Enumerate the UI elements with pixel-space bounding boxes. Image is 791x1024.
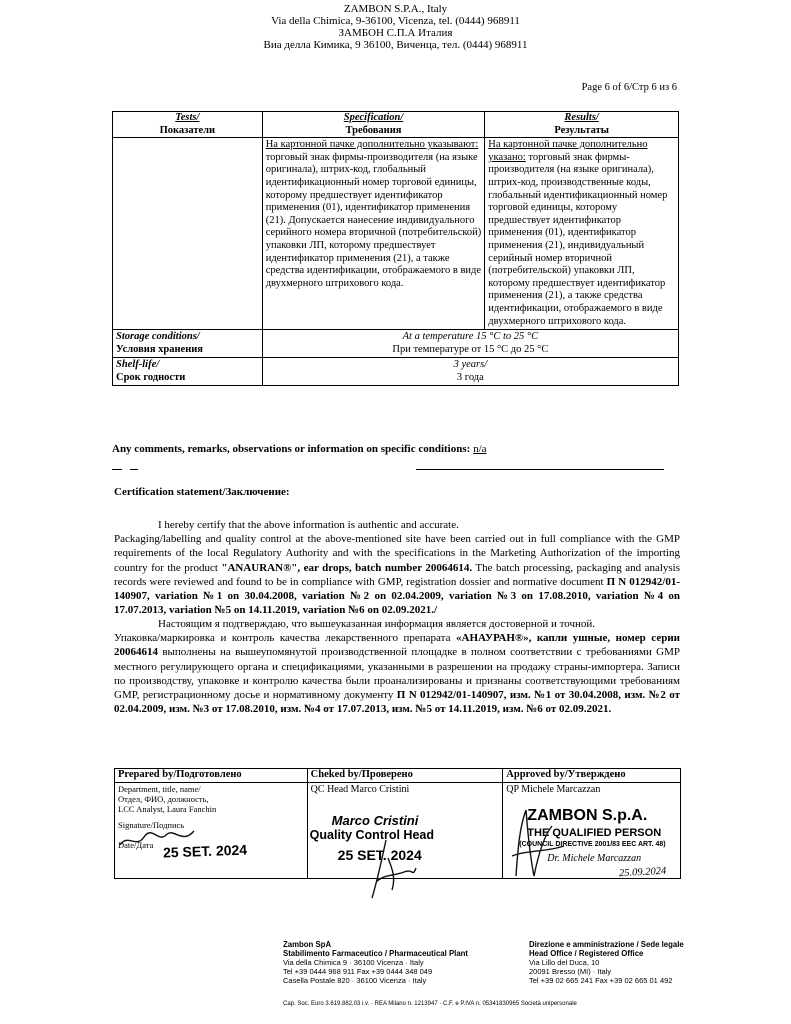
comments-value: n/a xyxy=(473,443,487,455)
comments-line xyxy=(112,443,487,455)
storage-label: Storage conditions/ xyxy=(116,331,200,343)
checked-signature xyxy=(358,838,418,900)
footer-left-2: Stabilimento Farmaceutico / Pharmaceutical Plant xyxy=(283,949,469,958)
approved-signature xyxy=(508,806,568,882)
divider xyxy=(416,469,664,470)
approved-stamp-person: Dr. Michele Marcazzan xyxy=(547,853,642,864)
packaging-row xyxy=(113,138,679,330)
checked-by-name: QC Head Marco Cristini xyxy=(310,784,410,795)
footer-right xyxy=(529,940,684,985)
footer-right-5: Tel +39 02 665 241 Fax +39 02 665 01 492 xyxy=(529,976,673,985)
header-line-3: ЗАМБОН С.П.А Италия xyxy=(338,27,453,39)
shelf-life-value-ru: 3 года xyxy=(456,371,484,383)
checked-stamp-name: Marco Cristini xyxy=(331,813,419,828)
packaging-spec-cell: На картонной пачке дополнительно указывают: торговый знак фирмы-производителя (на языке оригинала), штрих-код, глобальный идентификационный номер торговой единицы, которому предшествует идентификатор применения (01), идентификатор применения (21). Допускается нанесение индивидуального серийного номера вторичной (потребительской) упаковки ЛП, которому предшествует идентификатор применения (21), а также средства идентификации, отображаемого в виде двухмерного штрихового кода. xyxy=(262,138,485,330)
shelf-life-label-ru: Срок годности xyxy=(116,371,186,383)
page-number: Page 6 of 6/Стр 6 из 6 xyxy=(581,82,677,93)
approved-stamp-directive: (COUNCIL DIRECTIVE 2001/83 EEC ART. 48) xyxy=(519,841,666,848)
cert-ru-p2: Упаковка/маркировка и контроль качества лекарственного препарата «АНАУРАН®», капли ушные, номер серии 20064614 выполнены на вышеупомянутой производственной площадке в полном соответствии с требованиями GMP местного регулирующего органа и спецификациями, указанными в разрешении на продажу страны-импортера. Записи по производству, упаковке и контролю качества были проанализированы и признаны соответствующими требованиям GMP, регистрационному досье и нормативному документу П N 012942/01-140907, изм. №1 от 30.04.2008, изм. №2 от 02.04.2009, изм. №3 от 17.08.2010, изм. №4 от 17.07.2013, изм. №5 от 14.11.2019, изм. №6 от 02.09.2021. xyxy=(114,632,680,716)
shelf-life-row xyxy=(113,358,679,386)
footer-left-3: Via della Chimica 9 · 36100 Vicenza · Italy xyxy=(283,958,424,967)
footer-bottom: Cap. Soc. Euro 3.619.882,03 i.v. · REA Milano n. 1213947 · C.F. e P.IVA n. 05341830965 Società unipersonale xyxy=(283,1001,577,1007)
approved-date-handwritten: 25.09.2024 xyxy=(619,865,667,880)
checked-by-header: Cheked by/Проверено xyxy=(307,769,503,783)
col-spec-header: Specification/ Требования xyxy=(262,112,485,138)
prepared-signature-label: Signature/Подпись xyxy=(118,820,185,830)
col-results-header: Results/ Результаты xyxy=(485,112,679,138)
cert-en-p1: I hereby certify that the above information is authentic and accurate. xyxy=(158,519,459,531)
header-line-4: Виа делла Кимика, 9 36100, Виченца, тел. (0444) 968911 xyxy=(263,39,528,51)
packaging-test-cell xyxy=(113,138,263,330)
prepared-by-header: Prepared by/Подготовлено xyxy=(115,769,308,783)
cert-ru-p1: Настоящим я подтверждаю, что вышеуказанная информация является достоверной и точной. xyxy=(158,618,596,630)
checked-stamp-title: Quality Control Head xyxy=(309,828,434,842)
approved-stamp-company: ZAMBON S.p.A. xyxy=(527,807,648,824)
header-line-2: Via della Chimica, 9-36100, Vicenza, tel. (0444) 968911 xyxy=(271,15,520,27)
certification-russian xyxy=(114,617,680,716)
certification-english xyxy=(114,518,680,617)
prepared-date-stamp: 25 SET. 2024 xyxy=(162,841,248,861)
footer-right-1: Direzione e amministrazione / Sede legale xyxy=(529,940,684,949)
prepared-info-3: LCC Analyst, Laura Fanchin xyxy=(118,804,217,814)
footer-right-4: 20091 Bresso (MI) · Italy xyxy=(529,967,612,976)
cert-en-p2: Packaging/labelling and quality control at the above-mentioned site have been carried out in full compliance with the GMP requirements of the local Regulatory Authority and with the specifications in the Marketing Authorization of the importing country for the product "ANAURAN®", ear drops, batch number 20064614. The batch processing, packaging and analysis records were reviewed and found to be in compliance with GMP, registration dossier and normative document П N 012942/01-140907, variation №1 on 30.04.2008, variation №2 on 02.04.2009, variation №3 on 17.08.2010, variation №4 on 17.07.2013, variation №5 on 14.11.2019, variation №6 on 02.09.2021./ xyxy=(114,533,681,617)
approved-by-header: Approved by/Утверждено xyxy=(503,769,681,783)
comments-label: Any comments, remarks, observations or information on specific conditions: xyxy=(112,443,471,455)
checked-date-stamp: 25 SET. 2024 xyxy=(337,847,422,863)
table-header-row xyxy=(113,112,679,138)
footer-right-2: Head Office / Registered Office xyxy=(529,949,644,958)
prepared-signature xyxy=(118,823,198,853)
prepared-info-1: Department, title, name/ xyxy=(118,784,201,794)
footer-left-1: Zambon SpA xyxy=(283,940,332,949)
prepared-info-2: Отдел, ФИО, должность, xyxy=(118,794,209,804)
footer-right-3: Via Lillo del Duca, 10 xyxy=(529,958,600,967)
col-tests-header: Tests/ Показатели xyxy=(113,112,263,138)
footer-left-5: Casella Postale 820 · 36100 Vicenza · Italy xyxy=(283,976,427,985)
storage-row xyxy=(113,330,679,358)
shelf-life-value: 3 years/ xyxy=(453,359,488,371)
storage-value: At a temperature 15 °C to 25 °C xyxy=(402,331,539,343)
footer-left-4: Tel +39 0444 968 911 Fax +39 0444 348 049 xyxy=(283,967,433,976)
approved-stamp-role: THE QUALIFIED PERSON xyxy=(527,827,662,839)
prepared-date-label: Date/Дата xyxy=(118,840,154,850)
divider xyxy=(130,469,138,470)
packaging-result-cell: На картонной пачке дополнительно указано: торговый знак фирмы-производителя (на языке оригинала), штрих-код, производственные коды, глобальный идентификационный номер торговой единицы, которому предшествует идентификатор применения (01), идентификатор применения (21), индивидуальный серийный номер вторичной (потребительской) упаковки ЛП, которому предшествует идентификатор применения (21), а также средства идентификации, отображаемого в виде двухмерного штрихового кода. xyxy=(485,138,679,330)
specification-table xyxy=(112,111,679,386)
shelf-life-label: Shelf-life/ xyxy=(116,359,160,371)
divider xyxy=(112,469,122,470)
storage-value-ru: При температуре от 15 °C до 25 °C xyxy=(392,343,549,355)
header-line-1: ZAMBON S.P.A., Italy xyxy=(343,3,448,15)
footer-left xyxy=(283,940,468,985)
storage-label-ru: Условия хранения xyxy=(116,343,203,355)
approved-by-name: QP Michele Marcazzan xyxy=(506,784,601,795)
certification-title: Certification statement/Заключение: xyxy=(114,486,290,498)
